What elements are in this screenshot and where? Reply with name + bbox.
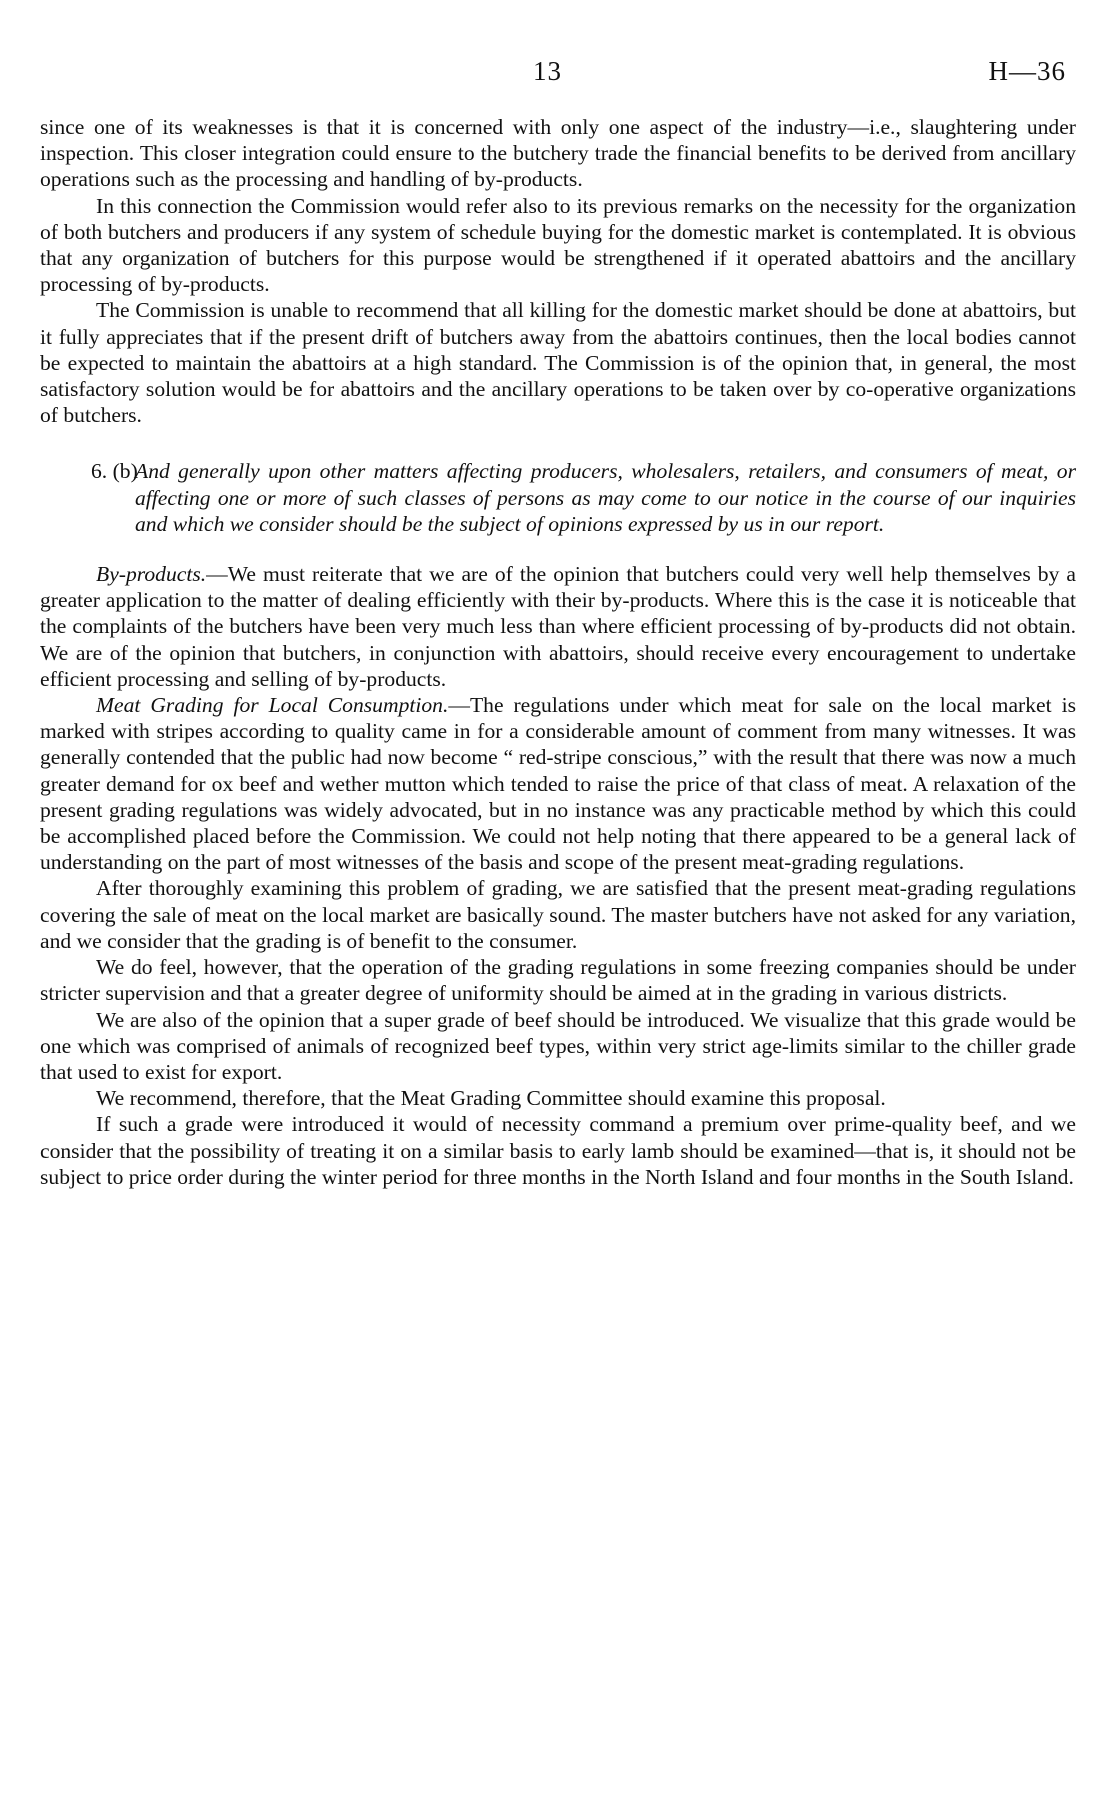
paragraph: After thoroughly examining this problem of grading, we are satisfied that the present meat-grading regulations covering the sale of meat on the local market are basically sound. The master butchers have not asked for any variation, and we consider that the grading is of benefit to the consumer.	[40, 876, 1076, 953]
byproducts-heading: By-products.	[96, 562, 207, 587]
paragraph: We recommend, therefore, that the Meat Grading Committee should examine this proposal.	[96, 1086, 886, 1111]
paragraph: The Commission is unable to recommend that all killing for the domestic market should be done at abattoirs, but it fully appreciates that if the present drift of butchers away from the abattoirs continues, then the local bodies cannot be expected to maintain the abattoirs at a high standard. The Commission is of the opinion that, in general, the most satisfactory solution would be for abattoirs and the ancillary operations to be taken over by co-operative organizations of butchers.	[40, 298, 1076, 428]
paragraph: since one of its weaknesses is that it is concerned with only one aspect of the industry—i.e., slaughtering under inspection. This closer integration could ensure to the butchery trade the financial benefits to be derived from ancillary operations such as the processing and handling of by-products.	[40, 115, 1076, 192]
document-reference: H—36	[988, 56, 1066, 86]
clause-spacer	[40, 537, 1076, 561]
clause-text: And generally upon other matters affecting producers, wholesalers, retailers, and consumers of meat, or affecting one or more of such classes of persons as may come to our notice in the course of our inquiries and which we consider should be the subject of opinions expressed by us in our report.	[135, 459, 1076, 536]
paragraph: In this connection the Commission would refer also to its previous remarks on the necessity for the organization of both butchers and producers if any system of schedule buying for the domestic market is contemplated. It is obvious that any organization of butchers for this purpose would be strengthened if it operated abattoirs and the ancillary processing of by-products.	[40, 193, 1076, 297]
page-header	[0, 56, 1114, 92]
meat-grading-heading: Meat Grading for Local Consumption.	[96, 693, 449, 718]
paragraph: We do feel, however, that the operation of the grading regulations in some freezing companies should be under stricter supervision and that a greater degree of uniformity should be aimed at in the grading in various districts.	[40, 955, 1076, 1006]
clause-number: 6. (b)	[91, 459, 138, 484]
byproducts-text: —We must reiterate that we are of the opinion that butchers could very well help themselves by a greater application to the matter of dealing efficiently with their by-products. Where this is the case it is noticeable that the complaints of the butchers have been very much less than where efficient processing of by-products did not obtain. We are of the opinion that butchers, in conjunction with abattoirs, should receive every encouragement to undertake efficient processing and selling of by-products.	[40, 562, 1076, 691]
page-number: 13	[533, 56, 562, 86]
page-body	[40, 114, 1076, 1190]
paragraph: If such a grade were introduced it would of necessity command a premium over prime-quality beef, and we consider that the possibility of treating it on a similar basis to early lamb should be examined—that is, it should not be subject to price order during the winter period for three months in the North Island and four months in the South Island.	[40, 1112, 1076, 1189]
meat-grading-paragraph	[40, 692, 1076, 875]
meat-grading-text: —The regulations under which meat for sale on the local market is marked with stripes according to quality came in for a considerable amount of comment from many witnesses. It was generally contended that the public had now become “ red-stripe conscious,” with the result that there was now a much greater demand for ox beef and wether mutton which tended to raise the price of that class of meat. A relaxation of the present grading regulations was widely advocated, but in no instance was any practicable method by which this could be accomplished placed before the Commission. We could not help noting that there appeared to be a general lack of understanding on the part of most witnesses of the basis and scope of the present meat-grading regulations.	[40, 693, 1076, 875]
terms-of-reference-clause	[40, 458, 1076, 537]
paragraph: We are also of the opinion that a super grade of beef should be introduced. We visualize that this grade would be one which was comprised of animals of recognized beef types, within very strict age-limits similar to the chiller grade that used to exist for export.	[40, 1007, 1076, 1084]
byproducts-paragraph	[40, 561, 1076, 692]
section-gap	[40, 428, 1076, 458]
